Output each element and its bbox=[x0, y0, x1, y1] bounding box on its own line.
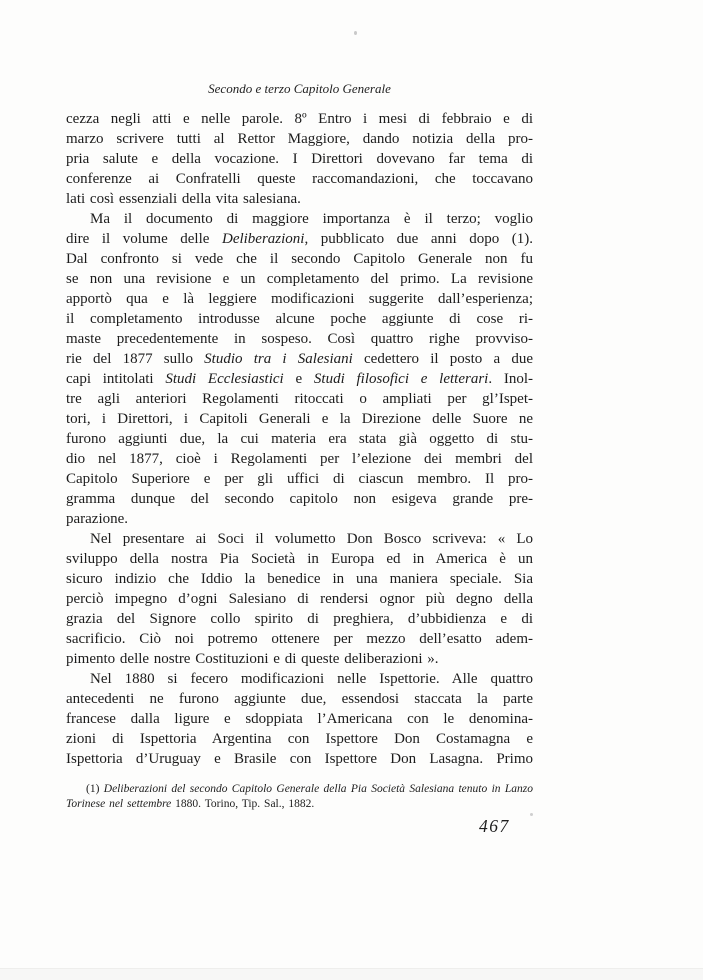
text-line bbox=[66, 782, 533, 797]
text-segment: sacrificio. Ciò noi potremo ottenere per mezzo dell’esatto adem- bbox=[66, 631, 533, 647]
scan-edge-artifact bbox=[0, 968, 703, 980]
text-segment: sicuro indizio che Iddio la benedice in una maniera speciale. Sia bbox=[66, 571, 533, 587]
text-segment: tre agli anteriori Regolamenti ritoccati o ampliati per gl’Ispet- bbox=[66, 391, 533, 407]
italic-text-segment: Studio tra i Salesiani bbox=[204, 351, 353, 367]
text-segment: 1880. Torino, Tip. Sal., 1882. bbox=[171, 797, 315, 810]
text-line bbox=[66, 189, 533, 209]
paragraph bbox=[66, 209, 533, 529]
text-segment: dio nel 1877, cioè i Regolamenti per l’elezione dei membri del bbox=[66, 451, 533, 467]
running-header: Secondo e terzo Capitolo Generale bbox=[208, 81, 391, 96]
text-segment: se non una revisione e un completamento del primo. La revisione bbox=[66, 271, 533, 287]
text-line bbox=[66, 529, 533, 549]
text-line bbox=[66, 349, 533, 369]
text-line bbox=[66, 109, 533, 129]
italic-text-segment: Studi filosofici e letterari bbox=[313, 371, 489, 387]
text-line bbox=[66, 309, 533, 329]
italic-text-segment: Torinese nel settembre bbox=[66, 797, 172, 810]
text-line bbox=[66, 629, 533, 649]
text-segment: conferenze ai Confratelli queste raccomandazioni, che toccavano bbox=[66, 171, 533, 187]
page-body-text bbox=[66, 109, 533, 769]
text-line bbox=[66, 729, 533, 749]
text-segment: perciò impegno d’ogni Salesiano di rendersi ognor più degno della bbox=[66, 591, 533, 607]
text-segment: pimento delle nostre Costituzioni e di queste deliberazioni ». bbox=[66, 651, 439, 667]
text-segment: e bbox=[283, 371, 314, 387]
italic-text-segment: Studi Ecclesiastici bbox=[165, 371, 284, 387]
text-line bbox=[66, 129, 533, 149]
text-segment: Ispettoria d’Uruguay e Brasile con Ispettore Don Lasagna. Primo bbox=[66, 751, 533, 767]
text-line bbox=[66, 689, 533, 709]
text-segment: parazione. bbox=[66, 511, 129, 527]
text-line bbox=[66, 429, 533, 449]
text-segment: maste precedentemente in sospeso. Così quattro righe provviso- bbox=[66, 331, 533, 347]
text-segment: apportò qua e là leggiere modificazioni suggerite dall’esperienza; bbox=[66, 291, 533, 307]
italic-text-segment: Deliberazioni bbox=[221, 231, 305, 247]
paragraph bbox=[66, 109, 533, 209]
text-line bbox=[66, 229, 533, 249]
paragraph bbox=[66, 669, 533, 769]
text-line bbox=[66, 149, 533, 169]
text-line bbox=[66, 389, 533, 409]
text-line bbox=[66, 449, 533, 469]
text-segment: . Inol- bbox=[488, 371, 533, 387]
text-line bbox=[66, 569, 533, 589]
text-line bbox=[66, 589, 533, 609]
text-segment: capi intitolati bbox=[66, 371, 166, 387]
paragraph bbox=[66, 529, 533, 669]
text-line bbox=[66, 369, 533, 389]
text-segment: lati così essenziali della vita salesiana. bbox=[66, 191, 301, 207]
text-line bbox=[66, 509, 533, 529]
text-segment: Nel presentare ai Soci il volumetto Don Bosco scriveva: « Lo bbox=[90, 531, 533, 547]
text-segment: , pubblicato due anni dopo (1). bbox=[304, 231, 533, 247]
text-line bbox=[66, 249, 533, 269]
page-number: 467 bbox=[479, 816, 510, 836]
text-segment: gramma dunque del secondo capitolo non esigeva grande pre- bbox=[66, 491, 533, 507]
text-line bbox=[66, 797, 533, 812]
text-segment: Capitolo Superiore e per gli uffici di ciascun membro. Il pro- bbox=[66, 471, 533, 487]
text-segment: marzo scrivere tutti al Rettor Maggiore, dando notizia della pro- bbox=[66, 131, 533, 147]
text-segment: pria salute e della vocazione. I Direttori dovevano far tema di bbox=[66, 151, 533, 167]
text-segment: Nel 1880 si fecero modificazioni nelle Ispettorie. Alle quattro bbox=[90, 671, 533, 687]
text-line bbox=[66, 209, 533, 229]
text-segment: zioni di Ispettoria Argentina con Ispettore Don Costamagna e bbox=[66, 731, 533, 747]
text-segment: rie del 1877 sullo bbox=[66, 351, 205, 367]
text-line bbox=[66, 549, 533, 569]
text-line bbox=[66, 709, 533, 729]
footnote bbox=[66, 782, 533, 811]
text-line bbox=[66, 169, 533, 189]
text-line bbox=[66, 489, 533, 509]
text-segment: cezza negli atti e nelle parole. 8º Entro i mesi di febbraio e di bbox=[66, 111, 533, 127]
scan-speck bbox=[354, 31, 357, 35]
text-segment: dire il volume delle bbox=[66, 231, 222, 247]
paragraph bbox=[66, 782, 533, 811]
text-line bbox=[66, 609, 533, 629]
text-segment: cedettero il posto a due bbox=[352, 351, 533, 367]
text-line bbox=[66, 669, 533, 689]
text-segment: antecedenti ne furono aggiunte due, essendosi staccata la parte bbox=[66, 691, 533, 707]
text-segment: Ma il documento di maggiore importanza è il terzo; voglio bbox=[90, 211, 533, 227]
scan-speck bbox=[530, 813, 533, 816]
text-line bbox=[66, 409, 533, 429]
text-segment: furono aggiunti due, la cui materia era stata già oggetto di stu- bbox=[66, 431, 533, 447]
text-line bbox=[66, 749, 533, 769]
text-line bbox=[66, 329, 533, 349]
text-line bbox=[66, 269, 533, 289]
text-line bbox=[66, 469, 533, 489]
text-segment: Dal confronto si vede che il secondo Capitolo Generale non fu bbox=[66, 251, 533, 267]
text-line bbox=[66, 649, 533, 669]
text-segment: sviluppo della nostra Pia Società in Europa ed in America è un bbox=[66, 551, 533, 567]
text-line bbox=[66, 289, 533, 309]
text-segment: tori, i Direttori, i Capitoli Generali e la Direzione delle Suore ne bbox=[66, 411, 533, 427]
text-segment: grazia del Signore collo spirito di preghiera, d’ubbidienza e di bbox=[66, 611, 533, 627]
text-segment: (1) bbox=[86, 783, 104, 795]
italic-text-segment: Deliberazioni del secondo Capitolo Generale della Pia Società Salesiana tenuto in Lanzo bbox=[103, 783, 533, 795]
text-segment: francese dalla ligure e sdoppiata l’Americana con le denomina- bbox=[66, 711, 533, 727]
text-segment: il completamento introdusse alcune poche aggiunte di cose ri- bbox=[66, 311, 533, 327]
